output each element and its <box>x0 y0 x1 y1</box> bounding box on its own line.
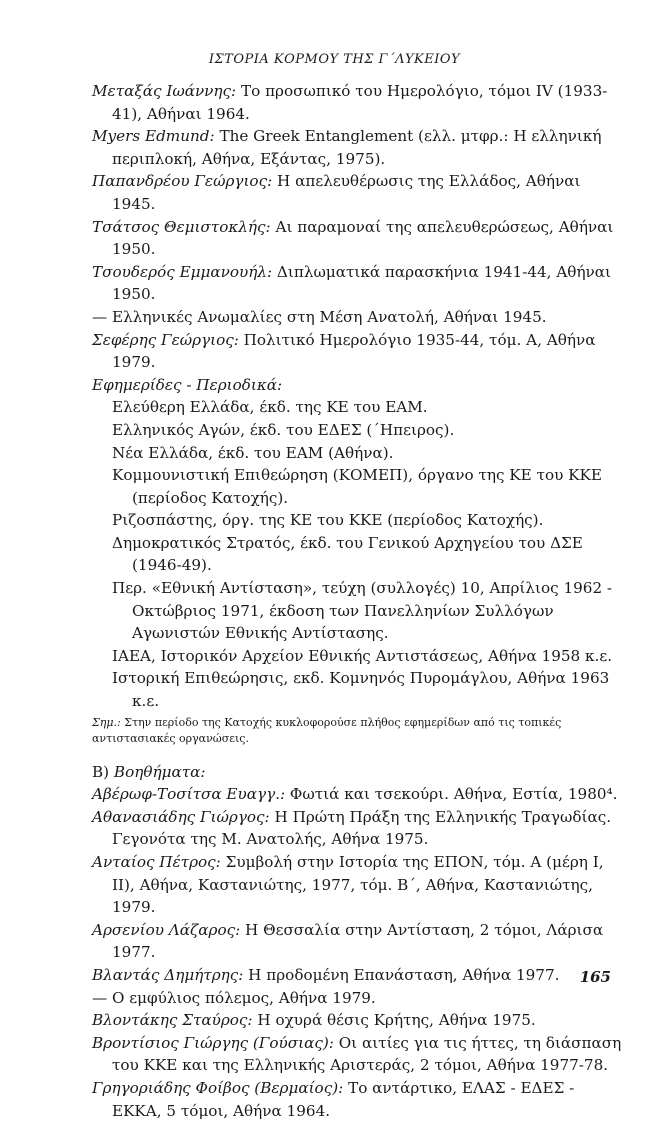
entry-author: Μεταξάς Ιωάννης: <box>92 82 237 100</box>
bibliography-entry <box>92 306 622 329</box>
entry-author: Τσάτσος Θεμιστοκλής: <box>92 217 271 236</box>
bibliography-entry <box>92 964 622 987</box>
bibliography-entry <box>92 216 622 261</box>
section-b-title: Βοηθήματα: <box>113 762 206 781</box>
bibliography-entry <box>92 783 622 806</box>
periodical-entry: Κομμουνιστική Επιθεώρηση (ΚΟΜΕΠ), όργανο της ΚΕ του ΚΚΕ (περίοδος Κατοχής). <box>112 466 602 507</box>
section-b-letter: Β) <box>92 762 110 781</box>
bibliography-entry <box>92 329 622 374</box>
entry-text: Η Θεσσαλία στην Αντίσταση, 2 τόμοι, Λάρισα 1977. <box>112 920 604 962</box>
entry-text: — Ο εμφύλιος πόλεμος, Αθήνα 1979. <box>92 988 376 1007</box>
entry-text: Η Πρώτη Πράξη της Ελληνικής Τραγωδίας. Γεγονότα της Μ. Ανατολής, Αθήνα 1975. <box>112 807 612 849</box>
periodical-entry: ΙΑΕΑ, Ιστορικόν Αρχείον Εθνικής Αντιστάσεως, Αθήνα 1958 κ.ε. <box>112 646 613 665</box>
entry-text: Η προδομένη Επανάσταση, Αθήνα 1977. <box>243 965 560 984</box>
entry-author: Βλαντάς Δημήτρης: <box>92 965 244 984</box>
bibliography-entry <box>92 1077 622 1122</box>
entry-author: Παπανδρέου Γεώργιος: <box>92 172 273 191</box>
bibliography-entry <box>92 170 622 215</box>
entry-text: Αι παραμοναί της απελευθερώσεως, Αθήναι 1950. <box>112 217 614 259</box>
entry-author: Ανταίος Πέτρος: <box>92 853 221 871</box>
running-head: ΙΣΤΟΡΙΑ ΚΟΡΜΟΥ ΤΗΣ Γ΄ΛΥΚΕΙΟΥ <box>208 52 461 67</box>
entry-author: Myers Edmund: <box>92 127 215 146</box>
periodicals-list <box>92 396 622 712</box>
periodical-entry: Περ. «Εθνική Αντίσταση», τεύχη (συλλογές) 10, Απρίλιος 1962 - Οκτώβριος 1971, έκδοση των Πανελληνίων Συλλόγων Αγωνιστών Εθνικής Αντίστασης. <box>112 579 613 643</box>
bibliography-entry <box>92 851 622 919</box>
entry-text: Η οχυρά θέσις Κρήτης, Αθήνα 1975. <box>252 1011 536 1030</box>
entry-text: The Greek Entanglement (ελλ. μτφρ.: Η ελληνική περιπλοκή, Αθήνα, Εξάντας, 1975). <box>112 127 602 168</box>
entry-author: Βροντίσιος Γιώργης (Γούσιας): <box>92 1033 334 1052</box>
periodicals-heading: Εφημερίδες - Περιοδικά: <box>92 375 283 394</box>
entry-text: Διπλωματικά παρασκήνια 1941-44, Αθήναι 1950. <box>112 262 611 304</box>
entry-text: — Ελληνικές Ανωμαλίες στη Μέση Ανατολή, Αθήναι 1945. <box>92 307 547 326</box>
periodical-entry: Ελληνικός Αγών, έκδ. του ΕΔΕΣ (΄Ηπειρος). <box>112 420 455 439</box>
bibliography-entry <box>92 1009 622 1032</box>
bibliography-entry <box>92 806 622 851</box>
periodical-entry: Δημοκρατικός Στρατός, έκδ. του Γενικού Αρχηγείου του ΔΣΕ (1946-49). <box>112 533 583 575</box>
bibliography-entry <box>92 1032 622 1077</box>
entry-author: Βλοντάκης Σταύρος: <box>92 1011 253 1030</box>
periodical-entry: Ριζοσπάστης, όργ. της ΚΕ του ΚΚΕ (περίοδος Κατοχής). <box>112 511 544 530</box>
entry-text: Η απελευθέρωσις της Ελλάδος, Αθήναι 1945. <box>112 172 581 213</box>
bibliography-entry <box>92 80 622 125</box>
entry-text: Πολιτικό Ημερολόγιο 1935-44, τόμ. Α, Αθήνα 1979. <box>112 330 596 372</box>
footnote <box>92 715 622 747</box>
periodical-entry: Ιστορική Επιθεώρησις, εκδ. Κομνηνός Πυρομάγλου, Αθήνα 1963 κ.ε. <box>112 669 610 711</box>
section-gap <box>92 747 622 761</box>
bibliography-entry <box>92 125 622 170</box>
primary-sources-list <box>92 80 622 374</box>
entry-text: Φωτιά και τσεκούρι. Αθήνα, Εστία, 1980⁴. <box>285 785 618 804</box>
bibliography-entry <box>92 987 622 1010</box>
entry-text: Το προσωπικό του Ημερολόγιο, τόμοι IV (1933-41), Αθήναι 1964. <box>112 82 608 123</box>
entry-text: Οι αιτίες για τις ήττες, τη διάσπαση του ΚΚΕ και της Ελληνικής Αριστεράς, 2 τόμοι, Αθήνα 1977-78. <box>112 1033 622 1075</box>
entry-text: Το αντάρτικο, ΕΛΑΣ - ΕΔΕΣ - ΕΚΚΑ, 5 τόμοι, Αθήνα 1964. <box>112 1078 575 1120</box>
secondary-sources-list <box>92 783 622 1122</box>
page-number: 165 <box>579 968 611 986</box>
entry-author: Σεφέρης Γεώργιος: <box>92 330 239 349</box>
section-b-heading <box>92 761 622 784</box>
footnote-label: Σημ.: <box>92 715 121 729</box>
entry-author: Γρηγοριάδης Φοίβος (Βερμαίος): <box>92 1078 344 1097</box>
entry-author: Τσουδερός Εμμανουήλ: <box>92 262 273 281</box>
bibliography-entry <box>92 919 622 964</box>
entry-author: Αβέρωφ-Τοσίτσα Ευαγγ.: <box>92 785 286 804</box>
entry-text: Συμβολή στην Ιστορία της ΕΠΟΝ, τόμ. Α (μέρη Ι, ΙΙ), Αθήνα, Καστανιώτης, 1977, τόμ. Β΄, Αθήνα, Καστανιώτης, 1979. <box>112 853 604 917</box>
entry-author: Αθανασιάδης Γιώργος: <box>92 807 270 826</box>
periodical-entry: Ελεύθερη Ελλάδα, έκδ. της ΚΕ του ΕΑΜ. <box>112 398 428 417</box>
bibliography <box>92 80 622 1122</box>
footnote-text: Στην περίοδο της Κατοχής κυκλοφορούσε πλήθος εφημερίδων από τις τοπικές αντιστασιακές οργανώσεις. <box>92 715 562 745</box>
periodical-entry: Νέα Ελλάδα, έκδ. του ΕΑΜ (Αθήνα). <box>112 443 394 462</box>
bibliography-entry <box>92 261 622 306</box>
entry-author: Αρσενίου Λάζαρος: <box>92 920 241 939</box>
